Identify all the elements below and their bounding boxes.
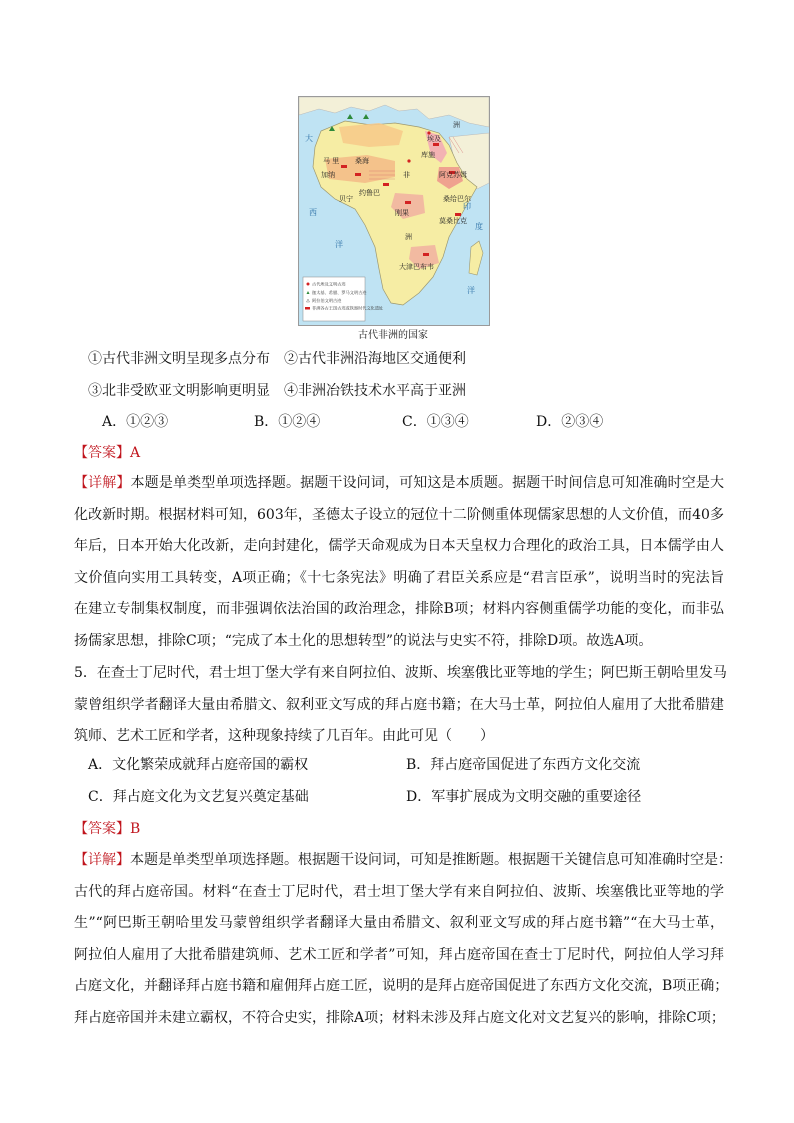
q4-option-c[interactable]: C．①③④: [402, 414, 469, 430]
q4-detail-row: 扬儒家思想，排除C项；“完成了本土化的思想转型”的说法与史实不符，排除D项。故选A项。: [74, 632, 653, 649]
map-label-mozambique: 莫桑比克: [439, 217, 467, 225]
map-legend: [303, 277, 384, 321]
map-label-zanj: 桑给巴尔: [443, 195, 471, 203]
q4-option-a[interactable]: A．①②③: [102, 414, 169, 430]
map-label-continent-b: 洲: [405, 233, 412, 241]
map-label-mali: 马 里: [323, 157, 340, 165]
q5-answer-value: B: [130, 821, 141, 837]
map-label-continent-a: 非: [403, 171, 410, 179]
q4-detail-row: 年后，日本开始大化改新，走向封建化，儒学天命观成为日本天皇权力合理化的政治工具，日本儒学由人: [74, 538, 724, 555]
q5-detail-row: 阿拉伯人雇用了大批希腊建筑师、艺术工匠和学者”可知，拜占庭帝国在查士丁尼时代，阿拉伯人学习拜: [74, 946, 724, 963]
q5-stem-row: 蒙曾组织学者翻译大量由希腊文、叙利亚文写成的拜占庭书籍；在大马士革，阿拉伯人雇用了大批希腊建: [74, 696, 724, 713]
q4-detail-row: 文价值向实用工具转变，A项正确；《十七条宪法》明确了君臣关系应是“君言臣承”，说明当时的宪法旨: [74, 569, 724, 586]
q5-detail-row: 生”“阿巴斯王朝哈里发马蒙曾组织学者翻译大量由希腊文、叙利亚文写成的拜占庭书籍”“在大马士革，: [74, 915, 724, 932]
q5-stem-row: 筑师、艺术工匠和学者，这种现象持续了几百年。由此可见（ ）: [74, 728, 494, 745]
q4-detail-row: 化改新时期。根据材料可知，603年，圣德太子设立的冠位十二阶侧重体现儒家思想的人文价值，而40多: [74, 506, 724, 523]
legend-carthage: 迦太基、希腊、罗马文明古迹: [312, 290, 367, 295]
map-label-congo: 刚果: [395, 209, 409, 217]
q5-option-a[interactable]: A．文化繁荣成就拜占庭帝国的霸权: [88, 757, 309, 773]
sea-label-c: 洋: [335, 240, 343, 249]
q4-answer-label: 【答案】: [74, 445, 130, 461]
map-label-zhou: 洲: [453, 121, 460, 129]
q5-detail: [74, 845, 732, 1035]
q5-option-d[interactable]: D．军事扩展成为文明交融的重要途径: [406, 789, 642, 805]
q4-detail-label: 【详解】: [74, 475, 131, 491]
sea-label-f: 洋: [467, 286, 475, 295]
map-label-aksum: 阿克苏姆: [439, 171, 467, 179]
map-label-egypt: 埃及: [427, 135, 441, 143]
map-label-ghana: 加纳: [321, 171, 335, 179]
sea-label-e: 度: [475, 222, 483, 231]
q5-stem-row: 5．在查士丁尼时代，君士坦丁堡大学有来自阿拉伯、波斯、埃塞俄比亚等地的学生；阿巴斯王朝哈里发马: [74, 665, 727, 681]
q4-detail-row: 【详解】本题是单类型单项选择题。据题干设问词，可知这是本质题。据题干时间信息可知准确时空是大: [74, 475, 725, 491]
q4-statements-row1: ①古代非洲文明呈现多点分布 ②古代非洲沿海地区交通便利: [88, 351, 466, 367]
q4-detail: [74, 468, 724, 658]
map-label-zimbabwe: 大津巴布韦: [399, 263, 434, 271]
q5-detail-row: 古代的拜占庭帝国。材料“在查士丁尼时代，君士坦丁堡大学有来自阿拉伯、波斯、埃塞俄比亚等地的学: [74, 883, 724, 900]
q4-answer: [74, 443, 140, 463]
map-label-cushi: 库施: [421, 151, 435, 159]
legend-kingdoms: 非洲各古王国古迹或铁器时代文化遗址: [312, 305, 384, 311]
q5-option-b[interactable]: B．拜占庭帝国促进了东西方文化交流: [406, 757, 641, 773]
q5-answer: [74, 819, 140, 839]
sea-label-a: 大: [305, 134, 313, 143]
africa-map: [299, 97, 489, 325]
q4-detail-row: 在建立专制集权制度，而非强调依法治国的政治理念，排除B项；材料内容侧重儒学功能的变化，而非弘: [74, 601, 724, 618]
q5-answer-label: 【答案】: [74, 821, 130, 837]
africa-map-figure: [298, 96, 490, 326]
legend-arab: 阿拉伯文明古迹: [312, 298, 342, 303]
q5-detail-row: 占庭文化，并翻译拜占庭书籍和雇佣拜占庭工匠，说明的是拜占庭帝国促进了东西方文化交流，B项正确；: [74, 978, 729, 995]
q5-detail-label: 【详解】: [74, 852, 130, 868]
q4-answer-value: A: [130, 445, 141, 461]
q4-option-b[interactable]: B．①②④: [254, 414, 321, 430]
q5-detail-row: 拜占庭帝国并未建立霸权，不符合史实，排除A项；材料未涉及拜占庭文化对文艺复兴的影响，排除C项；: [74, 1009, 725, 1026]
sea-label-b: 西: [309, 208, 317, 217]
map-label-songhai: 桑海: [355, 157, 369, 165]
map-label-yoruba: 约鲁巴: [359, 189, 380, 197]
q5-detail-row: 【详解】本题是单类型单项选择题。根据题干设问词，可知是推断题。根据题干关键信息可知准确时空是：: [74, 852, 732, 868]
q5-option-c[interactable]: C．拜占庭文化为文艺复兴奠定基础: [88, 789, 309, 805]
q5-stem: [74, 658, 727, 753]
legend-egypt: 古代埃及文明古迹: [312, 281, 346, 287]
sea-label-d: 印: [463, 202, 471, 211]
figure-caption: 古代非洲的国家: [358, 330, 428, 341]
q4-option-d[interactable]: D．②③④: [536, 414, 604, 430]
map-label-benin: 贝宁: [339, 195, 353, 203]
q4-statements-row2: ③北非受欧亚文明影响更明显 ④非洲冶铁技术水平高于亚洲: [88, 383, 466, 399]
